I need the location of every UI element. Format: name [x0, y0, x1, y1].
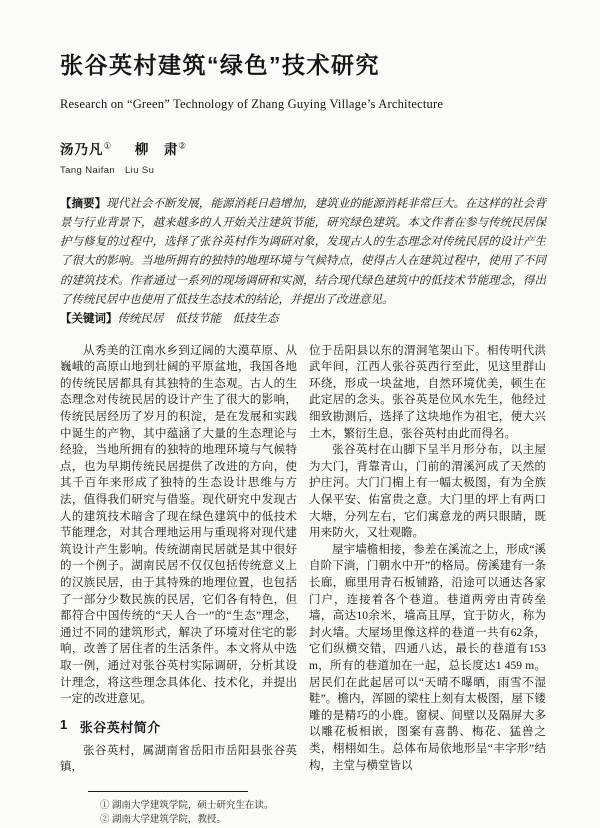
author-1-affiliation-mark: ① [103, 140, 113, 151]
body-paragraph-section1-start: 张谷英村，属湖南省岳阳市岳阳县张谷英镇， [60, 744, 297, 774]
paper-title-english: Research on “Green” Technology of Zhang Guying Village’s Architecture [60, 96, 444, 111]
author-2 [135, 142, 187, 157]
author-pinyin-line: Tang Naifan Liu Su [60, 164, 155, 176]
abstract-text: 现代社会不断发展，能源消耗日趋增加，建筑业的能源消耗非常巨大。在这样的社会背景与行业背景下，越来越多的人开始关注建筑节能，研究绿色建筑。本文作者在参与传统民居保护与修复的过程中，选择了张谷英村作为调研对象，发现古人的生态理念对传统民居的设计产生了很大的影响。当地所拥有的独特的地理环境与气候特点，使得古人在建筑过程中，使用了不同的建筑技术。作者通过一系列的现场调研和实测，结合现代绿色建筑中的低技术节能理念，得出了传统民居中也使用了低技生态技术的结论，并提出了改进意见。 [60, 197, 546, 307]
author-1 [60, 142, 112, 157]
footnote-block [60, 791, 297, 828]
author-2-name: 柳 肃 [134, 141, 179, 157]
abstract-label: 【摘要】 [60, 197, 107, 210]
footnote-1: ① 湖南大学建筑学院，硕士研究生在读。 [100, 800, 274, 811]
section-1-heading [60, 717, 297, 736]
section-1-number: 1 [60, 716, 68, 732]
keywords-label: 【关键词】 [60, 313, 118, 326]
two-column-body [60, 343, 546, 828]
abstract-block [60, 195, 546, 311]
body-paragraph-continuation: 位于岳阳县以东的渭洞笔架山下。相传明代洪武年间，江西人张谷英西行至此，见这里群山环绕，形成一块盆地，自然环境优美，顿生在此定居的念头。张谷英是位风水先生，他经过细致勘测后，选择了这块地作为祖宅，便大兴土木，繁衍生息，张谷英村由此而得名。 [309, 344, 546, 440]
section-1-title: 张谷英村简介 [79, 719, 161, 735]
keywords-text: 传统民居 低技节能 低技生态 [117, 313, 279, 326]
footnote-divider [88, 791, 248, 792]
left-column [60, 343, 297, 828]
footnote-list [100, 799, 297, 828]
author-2-affiliation-mark: ② [178, 140, 188, 151]
footnote-2: ② 湖南大学建筑学院，教授。 [100, 815, 226, 826]
body-paragraph-lanes: 屋宇墙檐相接，参差在溪流之上，形成“溪自阶下淌，门朝水中开”的格局。傍溪建有一条长廊，廊里用青石板铺路，沿途可以通达各家门户，连接着各个巷道。巷道两旁由青砖垒墙，高达10余米，墙高且厚，宜于防火，称为封火墙。大屋场里像这样的巷道一共有62条，它们纵横交错，四通八达，最长的巷道有153 m，所有的巷道加在一起，总长度达1 459 m。居民们在此起居可以“天晴不曝晒，雨雪不湿鞋”。檐内，浑圆的梁柱上刻有太极图，屋下镂雕的是精巧的小鹿。窗棂、间壁以及隔屏大多以雕花板相嵌，图案有喜鹊、梅花、猛兽之类，栩栩如生。总体布局依地形呈“丰字形”结构，主堂与横堂皆以 [309, 543, 546, 772]
right-column [309, 343, 546, 828]
keywords-block [60, 310, 546, 329]
paper-title-chinese: 张谷英村建筑“绿色”技术研究 [60, 52, 380, 78]
author-1-name: 汤乃凡 [60, 141, 104, 157]
body-paragraph-village-layout: 张谷英村在山脚下呈半月形分布，以主屋为大门，背靠青山，门前的渭溪河成了天然的护庄河。大门门楣上有一幅太极图，有为全族人保平安、佑富贵之意。大门里的坪上有两口大塘，分列左右，它们寓意龙的两只眼睛，既用来防火，又壮观瞻。 [309, 444, 546, 540]
body-paragraph-intro: 从秀美的江南水乡到辽阔的大漠草原、从巍峨的高原山地到壮阔的平原盆地，我国各地的传统民居都具有其独特的生态观。古人的生态理念对传统民居的设计产生了很大的影响，传统民居经历了岁月的积淀，是在发展和实践中诞生的产物，其中蕴涵了大量的生态理论与经验，当地所拥有的独特的地理环境与气候特点，也为早期传统民居提供了改进的方向，使其千百年来形成了独特的生态设计思维与方法，值得我们研究与借鉴。现代研究中发现古人的建筑技术暗含了现在绿色建筑中的低技术节能理念，对其合理地运用与重现将对现代建筑设计产生影响。传统湖南民居就是其中很好的一个例子。湖南民居不仅仅包括传统意义上的汉族民居，由于其特殊的地理位置，也包括了一部分少数民族的民居，它们各有特色，但都符合中国传统的“天人合一”的“生态”理念，通过不同的建筑形式，解决了环境对住宅的影响，改善了居住者的生活条件。本文将从中选取一例，通过对张谷英村实际调研，分析其设计理念，将这些理念具体化、技术化，并提出一定的改进意见。 [60, 344, 297, 706]
author-line [60, 138, 546, 158]
